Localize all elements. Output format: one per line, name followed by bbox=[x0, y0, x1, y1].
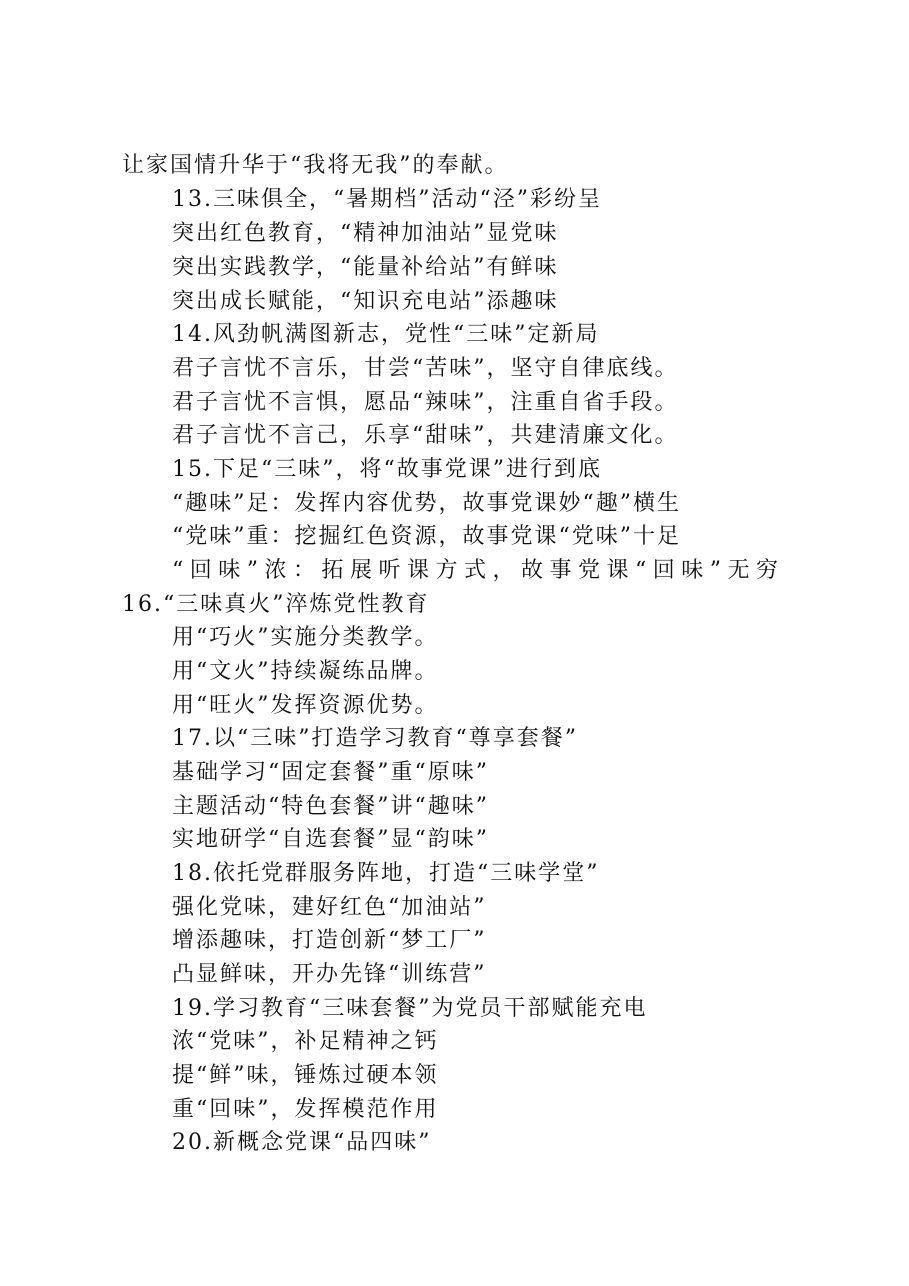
heading-18: 18.依托党群服务阵地，打造“三味学堂” bbox=[172, 861, 600, 886]
text-line: 增添趣味，打造创新“梦工厂” bbox=[172, 928, 487, 953]
heading-14: 14.风劲帆满图新志，党性“三味”定新局 bbox=[172, 322, 600, 347]
heading-13: 13.三味俱全，“暑期档”活动“泾”彩纷呈 bbox=[172, 187, 602, 212]
text-line: 凸显鲜味，开办先锋“训练营” bbox=[172, 962, 487, 987]
text-line: “党味”重：挖掘红色资源，故事党课“党味”十足 bbox=[172, 524, 681, 549]
heading-16: 16.“三味真火”淬炼党性教育 bbox=[122, 592, 430, 617]
text-line: 让家国情升华于“我将无我”的奉献。 bbox=[122, 153, 509, 178]
heading-19: 19.学习教育“三味套餐”为党员干部赋能充电 bbox=[172, 996, 648, 1021]
heading-20: 20.新概念党课“品四味” bbox=[172, 1130, 432, 1155]
heading-15: 15.下足“三味”，将“故事党课”进行到底 bbox=[172, 457, 602, 482]
text-line: 突出实践教学，“能量补给站”有鲜味 bbox=[172, 255, 559, 280]
text-line: 用“旺火”发挥资源优势。 bbox=[172, 693, 439, 718]
text-line: 基础学习“固定套餐”重“原味” bbox=[172, 760, 489, 785]
text-line: “回味”浓：拓展听课方式，故事党课“回味”无穷 bbox=[172, 558, 785, 583]
text-line: 实地研学“自选套餐”显“韵味” bbox=[172, 827, 489, 852]
text-line: 重“回味”，发挥模范作用 bbox=[172, 1097, 439, 1122]
heading-17: 17.以“三味”打造学习教育“尊享套餐” bbox=[172, 726, 578, 751]
text-line: 君子言忧不言惧，愿品“辣味”，注重自省手段。 bbox=[172, 390, 679, 415]
text-line: 君子言忧不言己，乐享“甜味”，共建清廉文化。 bbox=[172, 423, 679, 448]
text-line: 用“巧火”实施分类教学。 bbox=[172, 625, 439, 650]
text-line: 用“文火”持续凝练品牌。 bbox=[172, 659, 439, 684]
text-line: 突出红色教育，“精神加油站”显党味 bbox=[172, 221, 559, 246]
text-line: 强化党味，建好红色“加油站” bbox=[172, 895, 487, 920]
text-line: 提“鲜”味，锤炼过硬本领 bbox=[172, 1063, 439, 1088]
text-line: 主题活动“特色套餐”讲“趣味” bbox=[172, 794, 489, 819]
text-line: 浓“党味”，补足精神之钙 bbox=[172, 1029, 439, 1054]
text-line: “趣味”足：发挥内容优势，故事党课妙“趣”横生 bbox=[172, 491, 681, 516]
text-line: 突出成长赋能，“知识充电站”添趣味 bbox=[172, 289, 559, 314]
text-line: 君子言忧不言乐，甘尝“苦味”，坚守自律底线。 bbox=[172, 356, 679, 381]
